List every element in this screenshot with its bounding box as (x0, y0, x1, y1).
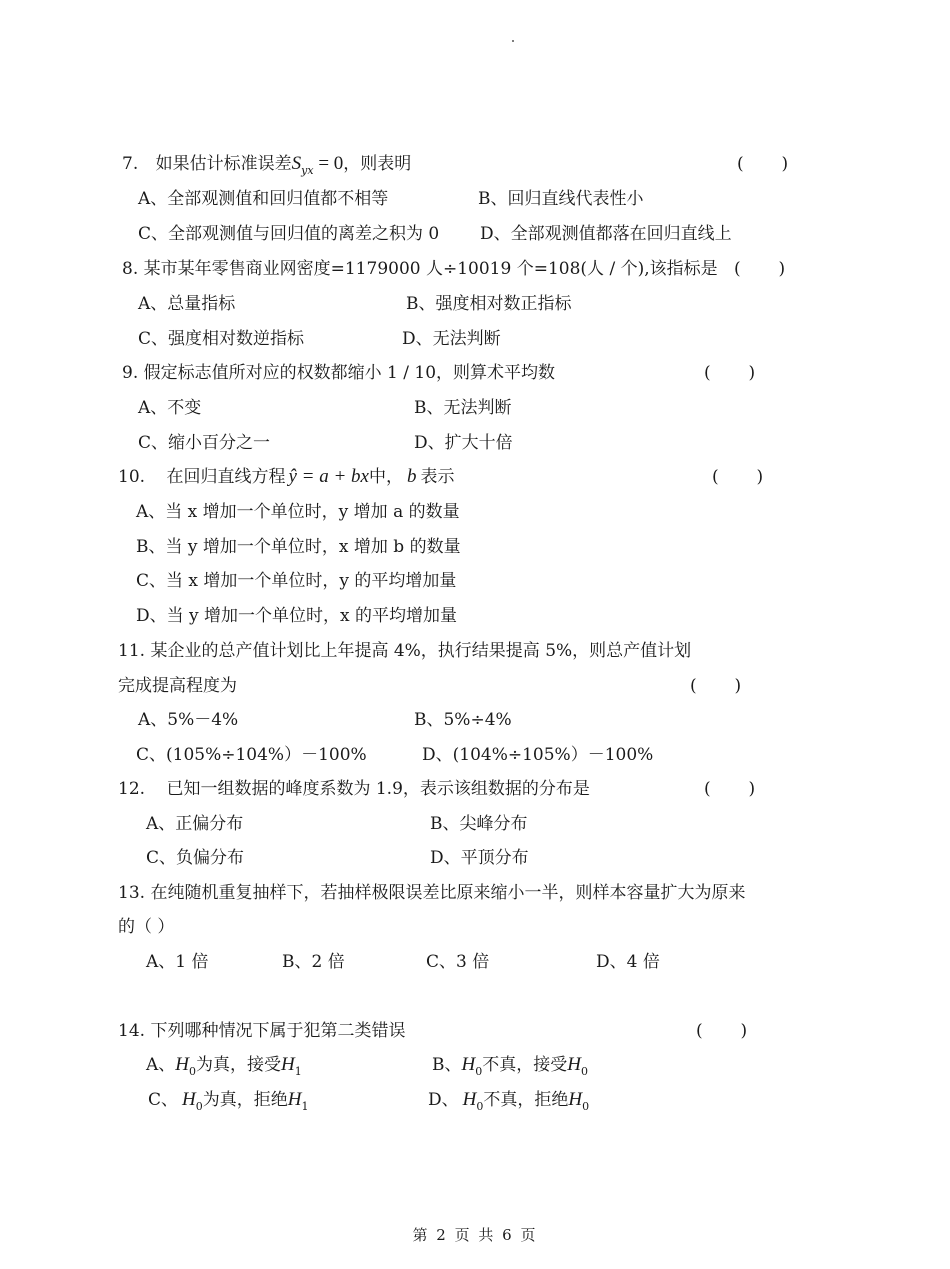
q14-stem: 14. 下列哪种情况下属于犯第二类错误 (118, 1021, 406, 1041)
q14-option-b-h-sub: 0 (475, 1065, 483, 1078)
q12-option-a: A、正偏分布 (146, 814, 244, 834)
q8-stem: 8. 某市某年零售商业网密度=1179000 人÷10019 个=108(人 / 个),该指标是 (122, 259, 718, 279)
q10-b-symbol: b (406, 466, 417, 487)
q14-option-c-h: H (182, 1089, 196, 1110)
q9-option-c: C、缩小百分之一 (138, 433, 271, 453)
q10-text: 在回归直线方程 (166, 467, 286, 487)
q13-option-b: B、2 倍 (282, 952, 345, 972)
q14-option-c-h2-sub: 1 (301, 1100, 309, 1113)
q14-option-d-h-sub: 0 (476, 1100, 484, 1113)
q9-stem: 9. 假定标志值所对应的权数都缩小 1 / 10，则算术平均数 (122, 363, 556, 383)
q14-option-c-h-sub: 0 (195, 1100, 203, 1113)
q10-option-b: B、当 y 增加一个单位时，x 增加 b 的数量 (136, 537, 461, 557)
q14-option-d-h: H (462, 1089, 477, 1110)
q11-option-d: D、(104%÷105%）－100% (422, 745, 654, 765)
q11-stem-line1: 11. 某企业的总产值计划比上年提高 4%，执行结果提高 5%，则总产值计划 (118, 641, 692, 661)
q14-option-c-label: C、 (148, 1090, 179, 1110)
q7-symbol: S (291, 153, 302, 174)
q11-option-b: B、5%÷4% (414, 710, 512, 730)
q8-option-a: A、总量指标 (138, 294, 236, 314)
q7-option-a: A、全部观测值和回归值都不相等 (138, 189, 389, 209)
q10-stem (118, 466, 454, 488)
q10-number: 10. (118, 467, 146, 487)
q7-text-b: ，则表明 (343, 154, 412, 174)
q9-option-b: B、无法判断 (414, 398, 512, 418)
q14-option-d-label: D、 (428, 1090, 459, 1110)
q13-stem-line2[interactable]: 的（ ） (118, 917, 175, 937)
q10-text-b: 中， (368, 467, 403, 487)
q10-text-c: 表示 (420, 467, 455, 487)
q7-number: 7. (122, 154, 139, 174)
q12-text: 已知一组数据的峰度系数为 1.9，表示该组数据的分布是 (166, 779, 590, 799)
q8-answer-blank[interactable]: ( ) (734, 259, 786, 279)
q14-option-b-label: B、 (432, 1055, 462, 1075)
q14-option-b-text: 不真，接受 (482, 1055, 568, 1075)
q10-option-d: D、当 y 增加一个单位时，x 的平均增加量 (136, 606, 458, 626)
q14-option-a-text: 为真，接受 (196, 1055, 282, 1075)
page-footer: 第 2 页 共 6 页 (412, 1226, 538, 1244)
q7-option-c: C、全部观测值与回归值的离差之积为 0 (138, 224, 440, 244)
q12-answer-blank[interactable]: ( ) (704, 779, 756, 799)
q8-option-d: D、无法判断 (402, 329, 501, 349)
scan-speck (512, 40, 514, 42)
q14-option-b (432, 1054, 588, 1083)
q14-option-d-h2-sub: 0 (582, 1100, 590, 1113)
q14-option-a-h-sub: 0 (189, 1065, 197, 1078)
q12-option-d: D、平顶分布 (430, 848, 529, 868)
q7-option-b: B、回归直线代表性小 (478, 189, 644, 209)
q7-text: 如果估计标准误差 (155, 154, 292, 174)
q14-option-d-h2: H (568, 1089, 583, 1110)
q7-answer-blank[interactable]: ( ) (737, 154, 789, 174)
q11-answer-blank[interactable]: ( ) (690, 676, 742, 696)
q8-option-b: B、强度相对数正指标 (406, 294, 572, 314)
q7-stem (122, 153, 411, 182)
q10-option-c: C、当 x 增加一个单位时，y 的平均增加量 (136, 571, 457, 591)
q14-option-a-h2: H (281, 1054, 295, 1075)
q13-option-c: C、3 倍 (426, 952, 490, 972)
q9-answer-blank[interactable]: ( ) (704, 363, 756, 383)
q7-subscript: yx (301, 164, 314, 177)
q14-answer-blank[interactable]: ( ) (696, 1021, 748, 1041)
q14-option-a-label: A、 (146, 1055, 176, 1075)
q14-option-c-h2: H (287, 1089, 302, 1110)
q10-equation: ŷ = a + bx (288, 466, 369, 487)
q13-option-a: A、1 倍 (146, 952, 209, 972)
q14-option-a (146, 1054, 302, 1083)
q12-option-c: C、负偏分布 (146, 848, 245, 868)
q7-equation: = 0 (313, 153, 344, 174)
q9-option-d: D、扩大十倍 (414, 433, 513, 453)
q10-answer-blank[interactable]: ( ) (712, 467, 764, 487)
q14-option-d-text: 不真，拒绝 (483, 1090, 569, 1110)
q10-option-a: A、当 x 增加一个单位时，y 增加 a 的数量 (136, 502, 460, 522)
q13-option-d: D、4 倍 (596, 952, 660, 972)
q11-option-a: A、5%－4% (138, 710, 239, 730)
q13-stem-line1: 13. 在纯随机重复抽样下，若抽样极限误差比原来缩小一半，则样本容量扩大为原来 (118, 883, 746, 903)
q14-option-a-h: H (175, 1054, 190, 1075)
q7-option-d: D、全部观测值都落在回归直线上 (480, 224, 732, 244)
q14-option-d (428, 1089, 589, 1118)
q14-option-b-h2: H (567, 1054, 581, 1075)
q14-option-c-text: 为真，拒绝 (202, 1090, 288, 1110)
q9-option-a: A、不变 (138, 398, 202, 418)
q8-option-c: C、强度相对数逆指标 (138, 329, 305, 349)
q14-option-c (148, 1089, 308, 1118)
q12-option-b: B、尖峰分布 (430, 814, 528, 834)
q14-option-b-h: H (461, 1054, 476, 1075)
q14-option-b-h2-sub: 0 (580, 1065, 588, 1078)
q11-stem-line2: 完成提高程度为 (118, 676, 237, 696)
q12-stem (118, 778, 590, 800)
q11-option-c: C、(105%÷104%）－100% (136, 745, 367, 765)
q14-option-a-h2-sub: 1 (294, 1065, 302, 1078)
q12-number: 12. (118, 779, 146, 799)
